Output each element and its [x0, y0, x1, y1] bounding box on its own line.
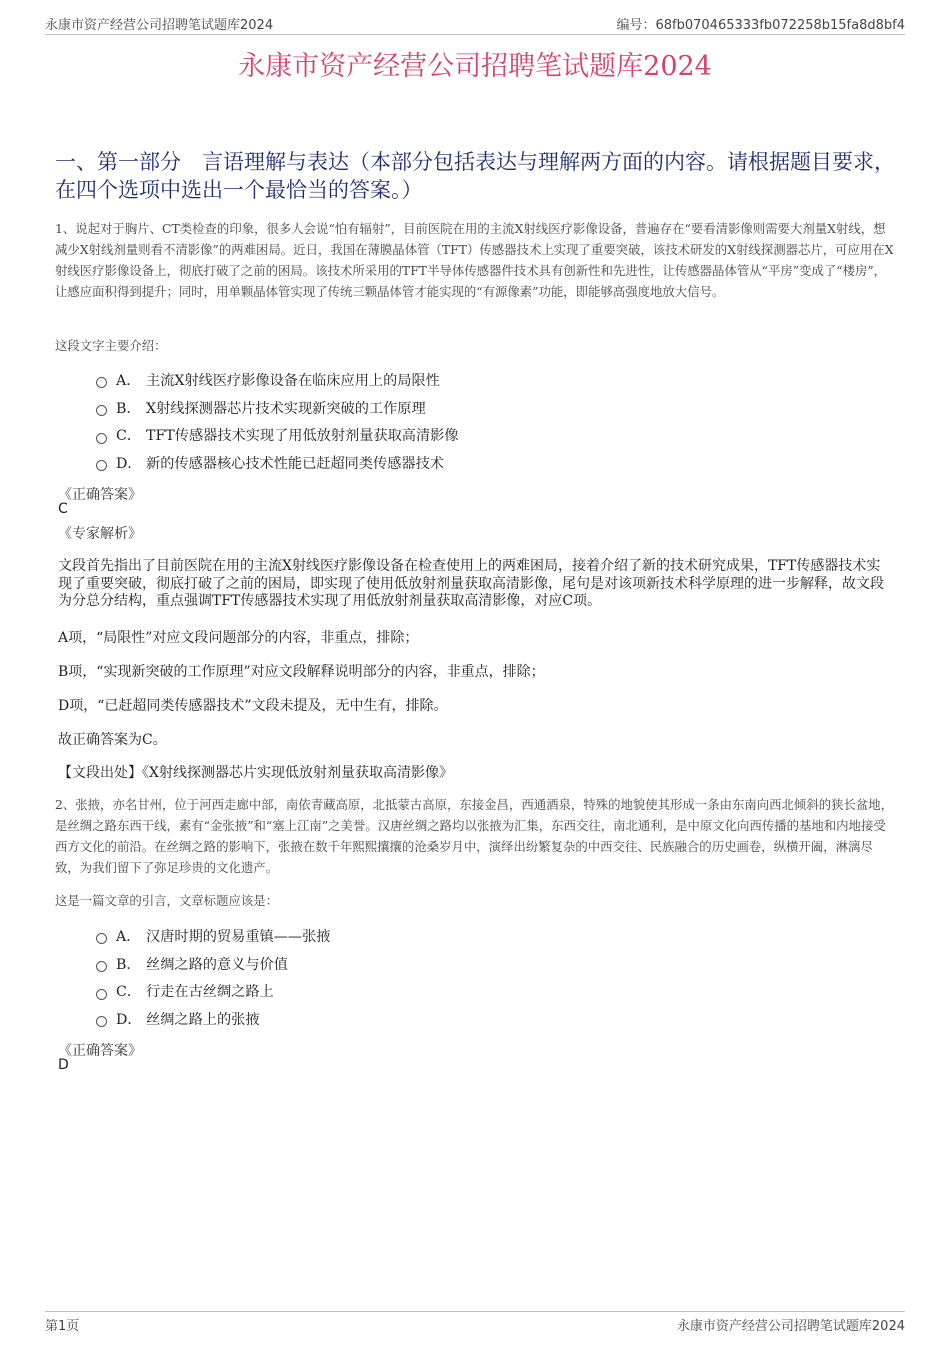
header-doc-number: 编号：68fb070465333fb072258b15fa8d8bf4: [616, 18, 905, 33]
option-key: D．: [116, 1011, 142, 1028]
option-text: 丝绸之路的意义与价值: [146, 956, 288, 973]
option-text: 主流X射线医疗影像设备在临床应用上的局限性: [146, 372, 440, 389]
option-key: A．: [116, 928, 141, 945]
option-text: 行走在古丝绸之路上: [146, 984, 274, 1001]
section-heading: 一、第一部分 言语理解与表达（本部分包括表达与理解两方面的内容。请根据题目要求，在四个选项中选出一个最恰当的答案。）: [55, 150, 895, 202]
option-key: A．: [116, 372, 141, 389]
header-doc-title: 永康市资产经营公司招聘笔试题库2024: [45, 18, 274, 33]
q1-answer-label: 《正确答案》: [58, 487, 142, 503]
q1-conclusion: 故正确答案为C。: [58, 732, 167, 748]
q1-option-c[interactable]: [96, 421, 459, 449]
option-text: X射线探测器芯片技术实现新突破的工作原理: [146, 400, 426, 417]
option-key: D．: [116, 455, 142, 472]
option-key: C．: [116, 984, 142, 1001]
option-text: TFT传感器技术实现了用低放射剂量获取高清影像: [146, 428, 459, 445]
q1-analysis: 文段首先指出了目前医院在用的主流X射线医疗影像设备在检查使用上的两难困局，接着介绍了新的技术研究成果，TFT传感器技术实现了重要突破，彻底打破了之前的困局，即实现了使用低放射剂量获取高清影像，尾句是对该项新技术科学原理的进一步解释，故文段为分总分结构，重点强调TFT传感器技术实现了用低放射剂量获取高清影像，对应C项。: [58, 558, 884, 609]
question-2-options: [96, 922, 330, 1033]
radio-icon[interactable]: [96, 405, 107, 416]
option-key: B．: [116, 400, 141, 417]
question-2-text: 2、张掖，亦名甘州，位于河西走廊中部，南依青藏高原，北抵蒙古高原，东接金昌，西通酒泉，特殊的地貌使其形成一条由东南向西北倾斜的狭长盆地，是丝绸之路东西干线，素有“金张掖”和“塞上江南”之美誉。汉唐丝绸之路均以张掖为汇集，东西交往，南北通利，是中原文化向西传播的基地和内地接受西方文化的前沿。在丝绸之路的影响下，张掖在数千年熙熙攘攘的沧桑岁月中，演绎出纷繁复杂的中西交往、民族融合的历史画卷，纵横开阖，淋漓尽致，为我们留下了弥足珍贵的文化遗产。: [55, 797, 894, 875]
page-header: [45, 14, 905, 35]
q1-analysis-a: A项，“局限性”对应文段问题部分的内容，非重点，排除；: [58, 630, 419, 646]
option-text: 汉唐时期的贸易重镇——张掖: [146, 928, 331, 945]
option-text: 丝绸之路上的张掖: [146, 1011, 260, 1028]
radio-icon[interactable]: [96, 377, 107, 388]
q1-option-b[interactable]: [96, 394, 459, 422]
q1-option-a[interactable]: [96, 366, 459, 394]
q1-analysis-label: 《专家解析》: [58, 526, 142, 542]
radio-icon[interactable]: [96, 460, 107, 471]
q1-analysis-d: D项，“已赶超同类传感器技术”文段未提及，无中生有，排除。: [58, 698, 448, 714]
page-title: 永康市资产经营公司招聘笔试题库2024: [238, 51, 712, 82]
footer-doc-title: 永康市资产经营公司招聘笔试题库2024: [676, 1319, 905, 1334]
option-key: C．: [116, 428, 142, 445]
question-1-text: 1、说起对于胸片、CT类检查的印象，很多人会说“怕有辐射”，目前医院在用的主流X射线医疗影像设备，普遍存在“要看清影像则需要大剂量X射线，想减少X射线剂量则看不清影像”的两难困局。近日，我国在薄膜晶体管（TFT）传感器技术上实现了重要突破，该技术研发的X射线探测器芯片，可应用在X射线医疗影像设备上，彻底打破了之前的困局。该技术所采用的TFT半导体传感器件技术具有创新性和先进性，让传感器晶体管从“平房”变成了“楼房”，让感应面积得到提升；同时，用单颗晶体管实现了传统三颗晶体管才能实现的“有源像素”功能，即能够高强度地放大信号。: [55, 221, 894, 299]
q2-option-a[interactable]: [96, 922, 330, 950]
radio-icon[interactable]: [96, 989, 107, 1000]
radio-icon[interactable]: [96, 933, 107, 944]
question-2-prompt: 这是一篇文章的引言，文章标题应该是：: [55, 893, 279, 908]
footer-page-number: 第1页: [45, 1319, 80, 1334]
q2-answer: D: [58, 1057, 69, 1073]
radio-icon[interactable]: [96, 433, 107, 444]
option-text: 新的传感器核心技术性能已赶超同类传感器技术: [146, 455, 444, 472]
radio-icon[interactable]: [96, 961, 107, 972]
option-key: B．: [116, 956, 141, 973]
question-1-prompt: 这段文字主要介绍：: [55, 338, 167, 353]
q1-analysis-b: B项，“实现新突破的工作原理”对应文段解释说明部分的内容，非重点，排除；: [58, 664, 545, 680]
q1-option-d[interactable]: [96, 449, 459, 477]
q2-option-d[interactable]: [96, 1005, 330, 1033]
q2-answer-label: 《正确答案》: [58, 1043, 142, 1059]
q1-answer: C: [58, 501, 68, 517]
page-footer: [45, 1311, 905, 1335]
radio-icon[interactable]: [96, 1016, 107, 1027]
q1-source: 【文段出处】《X射线探测器芯片实现低放射剂量获取高清影像》: [58, 765, 453, 781]
q2-option-b[interactable]: [96, 950, 330, 978]
q2-option-c[interactable]: [96, 977, 330, 1005]
question-1-options: [96, 366, 459, 477]
